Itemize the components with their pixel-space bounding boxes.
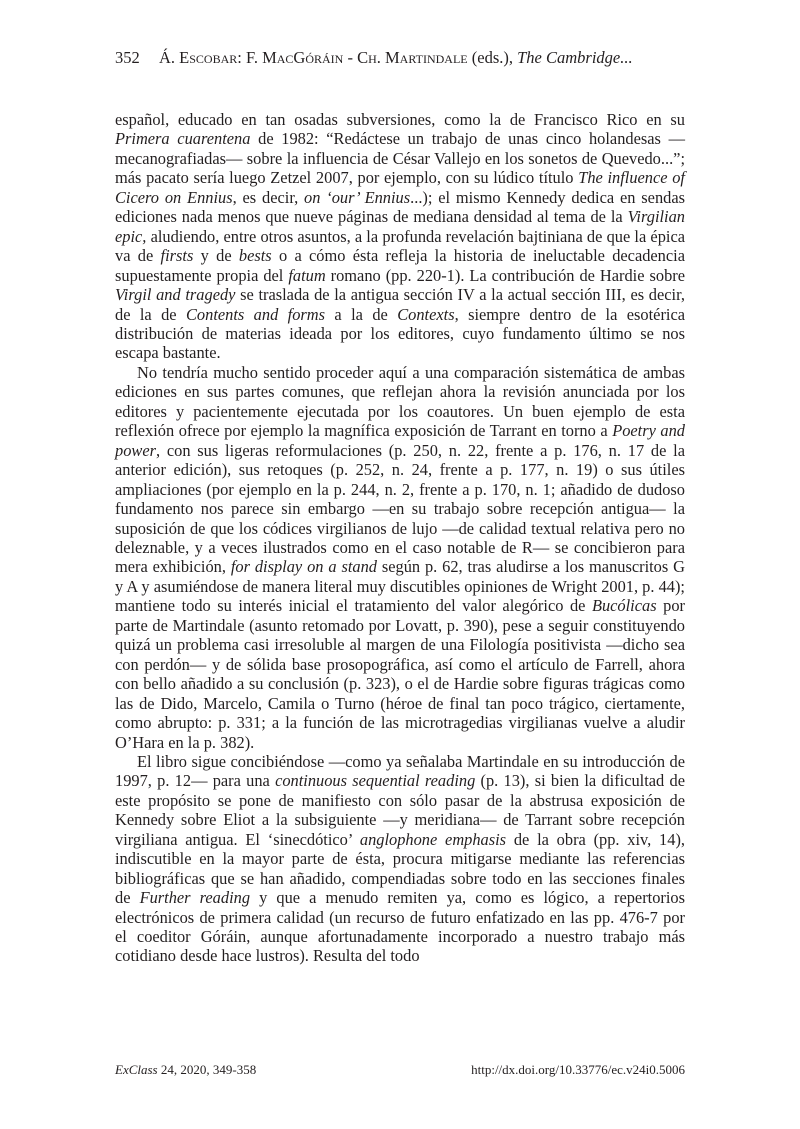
italic-phrase: firsts xyxy=(160,246,194,266)
text-run: y que a menudo remiten ya, como es lógico, a repertorios electrónicos de primera calidad (un recurso de futuro enfatizado en las pp. 476-7 por el coeditor Góráin, aunque afortunadamente incorporado a nuestro trabajo más cotidiano desde hace lustros). Resulta del todo xyxy=(115,888,685,966)
text-run: a la de xyxy=(325,304,398,324)
journal-citation xyxy=(115,1062,256,1078)
text-run: , con sus ligeras reformulaciones (p. 250, n. 22, frente a p. 176, n. 17 de la anterior edición), sus retoques (p. 252, n. 24, frente a p. 177, n. 19) o sus útiles ampliaciones (por ejemplo en la p. 244, n. 2, frente a p. 170, n. 1; añadido de dudoso fundamento nos parece sin embargo —en su trabajo sobre recepción antigua— la suposición de que los códices virgilianos de lujo —de calidad textual relativa pero no deleznable, y a veces ilustrados como en el caso notable de R— se concibieron para mera exhibición, xyxy=(115,440,685,577)
text-run: , es decir, xyxy=(232,187,305,207)
text-run: por parte de Martindale (asunto retomado por Lovatt, p. 390), pese a seguir constituyendo quizá un problema casi irresoluble al margen de una Filología positivista —dicho sea con perdón— y de sólida base prosopográfica, así como el artículo de Farrell, ahora con bello añadido a su conclusión (p. 323), o el de Hardie sobre figuras trágicas como las de Dido, Marcelo, Camila o Turno (héroe de final tan poco trágico, ciertamente, como abrupto: p. 331; a la función de las microtragedias virgilianas vuelve a aludir O’Hara en la p. 382). xyxy=(115,596,685,752)
header-editors: F. MacGóráin - Ch. Martindale xyxy=(245,48,468,67)
text-run: ...); el mismo Kennedy dedica en sendas ediciones nada menos que nueve páginas de mediana densidad al tema de la xyxy=(115,187,685,227)
italic-phrase: Bucólicas xyxy=(591,596,657,616)
italic-phrase: Virgil and tragedy xyxy=(115,285,236,305)
page-number: 352 xyxy=(115,48,140,67)
text-run: romano (pp. 220-1). La contribución de Hardie sobre xyxy=(325,265,685,285)
italic-phrase: bests xyxy=(238,246,272,266)
text-run: o a cómo ésta refleja la historia de ineluctable decadencia supuestamente propia del xyxy=(115,246,685,285)
text-run: se traslada de la antigua sección IV a la actual sección III, es decir, de la de xyxy=(115,285,685,324)
journal-name: ExClass xyxy=(115,1062,158,1077)
doi-link[interactable]: http://dx.doi.org/10.33776/ec.v24i0.5006 xyxy=(471,1062,685,1077)
text-run: de 1982: “Redáctese un trabajo de unas cinco holandesas —mecanografiadas— sobre la influencia de César Vallejo en los sonetos de Quevedo...”; más pacato sería luego Zetzel 2007, por ejemplo, con su lúdico título xyxy=(115,129,685,188)
italic-phrase: The influence of Cicero on Ennius xyxy=(115,168,685,207)
header-author: Á. Escobar xyxy=(159,48,238,67)
italic-phrase: Contexts xyxy=(397,304,455,324)
text-run: español, educado en tan osadas subversiones, como la de Francisco Rico en su xyxy=(115,110,685,129)
italic-phrase: anglophone emphasis xyxy=(359,829,507,849)
italic-phrase: Contents and forms xyxy=(186,304,326,324)
body-paragraph xyxy=(115,110,685,363)
text-run: de la obra (pp. xiv, 14), indiscutible en la mayor parte de ésta, procura mitigarse mediante las referencias bibliográficas que se han añadido, compendiadas sobre todo en las secciones finales de xyxy=(115,829,685,908)
text-run: No tendría mucho sentido proceder aquí a una comparación sistemática de ambas ediciones en sus partes comunes, que reflejan ahora la revisión anunciada por los editores y pacientemente ejecutada por los coautores. Un buen ejemplo de esta reflexión ofrece por ejemplo la magnífica exposición de Tarrant en torno a xyxy=(115,362,685,441)
journal-volume-pages: 24, 2020, 349-358 xyxy=(157,1062,257,1077)
italic-phrase: Primera cuarentena xyxy=(115,129,251,149)
text-run: según p. 62, tras aludirse a los manuscritos G y A y asumiéndose de manera literal muy discutibles opiniones de Wright 2001, p. 44); mantiene todo su interés inicial el tratamiento del valor alegórico de xyxy=(115,557,685,616)
body-paragraph xyxy=(115,752,685,966)
italic-phrase: fatum xyxy=(288,265,326,285)
body-text xyxy=(115,110,685,966)
body-paragraph xyxy=(115,363,685,752)
italic-phrase: Virgilian epic, xyxy=(115,207,685,246)
italic-phrase: continuous sequential reading xyxy=(275,771,476,791)
text-run: y de xyxy=(193,246,239,266)
text-run: aludiendo, entre otros asuntos, a la profunda revelación bajtiniana de que la épica va de xyxy=(115,226,685,266)
header-book-title: The Cambridge... xyxy=(517,48,633,67)
running-head xyxy=(115,48,633,68)
italic-phrase: on ‘our’ Ennius xyxy=(304,187,411,207)
italic-phrase: Further reading xyxy=(139,888,251,908)
text-run: El libro sigue concibiéndose —como ya señalaba Martindale en su introducción de 1997, p. 12— para una xyxy=(115,751,685,791)
header-colon: : xyxy=(237,48,246,67)
header-eds: (eds.), xyxy=(467,48,518,67)
text-run: (p. 13), si bien la dificultad de este propósito se pone de manifiesto con sólo pasar de la abstrusa exposición de Kennedy sobre Eliot a la subsiguiente —y meridiana— de Tarrant sobre recepción virgiliana antigua. El ‘sinecdótico’ xyxy=(115,771,685,849)
text-run: , siempre dentro de la esotérica distribución de materias ideada por los editores, cuyo fundamento último se nos escapa bastante. xyxy=(115,304,686,363)
italic-phrase: for display on a stand xyxy=(230,557,377,577)
italic-phrase: Poetry and power xyxy=(115,421,686,460)
